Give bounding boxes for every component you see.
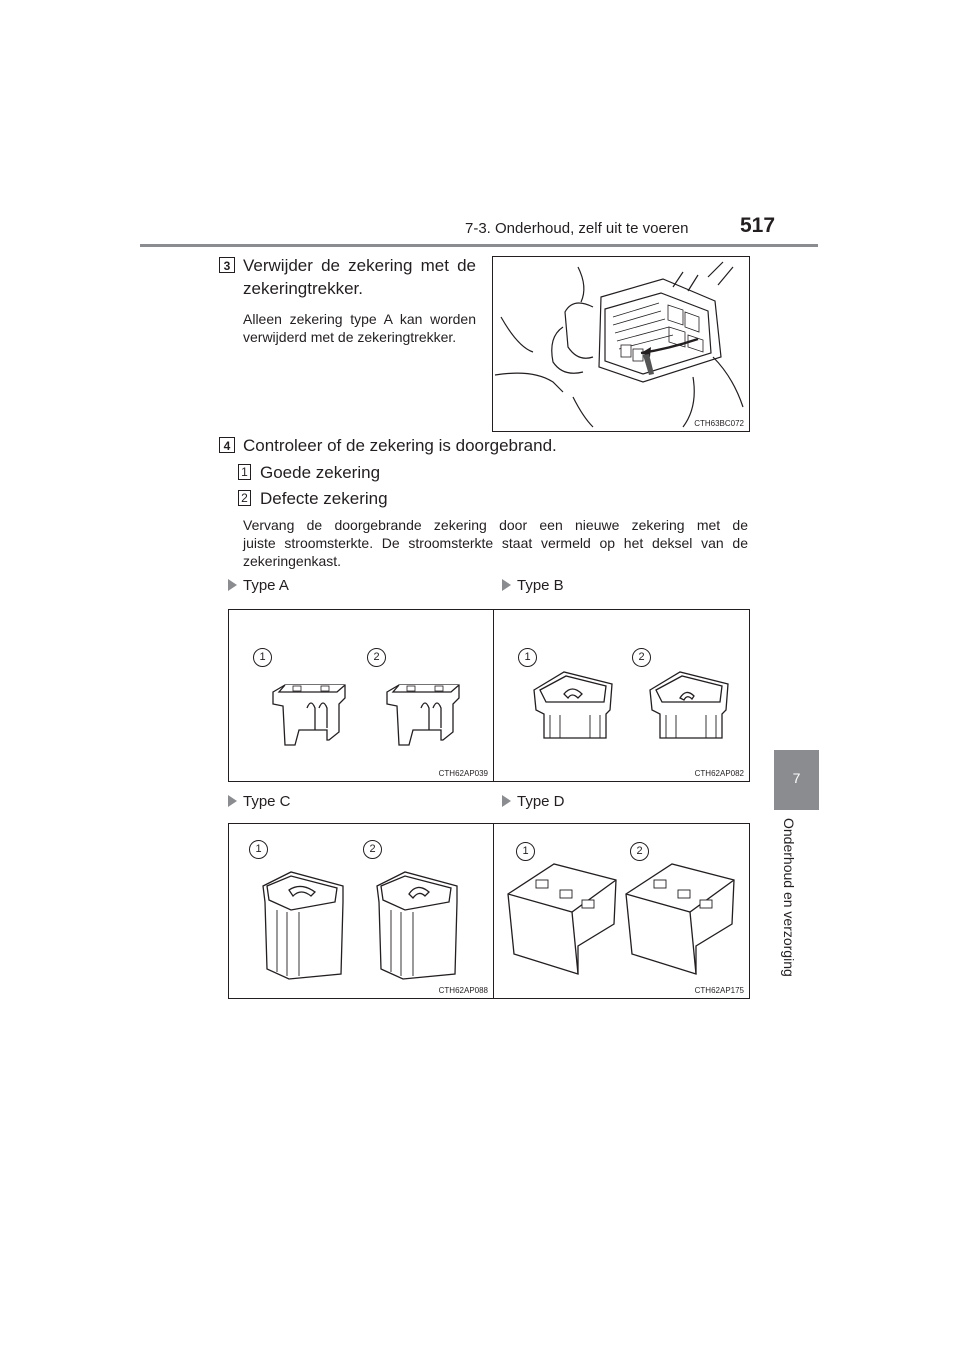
triangle-bullet-icon [502,795,511,807]
step-title-cont: zekeringtrekker. [243,279,363,298]
cartridge-fuse-illustration [229,824,493,998]
triangle-bullet-icon [502,579,511,591]
step-note-cont: zekeringenkast. [243,553,342,569]
step-badge: 4 [219,437,235,453]
section-title: 7-3. Onderhoud, zelf uit te voeren [465,220,689,237]
triangle-bullet-icon [228,795,237,807]
item-label: Goede zekering [260,463,381,482]
figure-code: CTH63BC072 [694,419,744,428]
callout: 2 [632,648,651,667]
type-label: Type C [228,793,291,810]
chapter-title: Onderhoud en verzorging [781,818,797,977]
header-rule [140,244,818,247]
chapter-number: 7 [792,770,801,786]
box-fuse-illustration [494,824,749,998]
fuse-type-d-figure [493,823,750,999]
blade-fuse-illustration [229,610,493,781]
figure-code: CTH62AP039 [438,769,488,778]
cartridge-fuse-illustration [494,610,749,781]
fuse-type-b-figure [493,609,750,782]
item-number: 1 [238,464,251,480]
callout: 2 [630,842,649,861]
figure-code: CTH62AP175 [694,986,744,995]
item-number: 2 [238,490,251,506]
callout: 1 [249,840,268,859]
triangle-bullet-icon [228,579,237,591]
step-note-cont: verwijderd met de zekeringtrekker. [243,329,457,345]
page-number: 517 [740,214,776,237]
step-title: Controleer of de zekering is doorgebrand. [243,436,557,455]
step-note-cont: juiste stroomsterkte. De stroomsterkte staat vermeld op het deksel van de [243,535,748,551]
callout: 2 [367,648,386,667]
step-badge: 3 [219,257,235,273]
item-label: Defecte zekering [260,489,388,508]
fuse-type-c-figure [228,823,494,999]
figure-code: CTH62AP088 [438,986,488,995]
step-note: Vervang de doorgebrande zekering door een nieuwe zekering met de [243,517,748,533]
step-note: Alleen zekering type A kan worden [243,311,476,327]
callout: 2 [363,840,382,859]
fuse-puller-figure [492,256,750,432]
figure-code: CTH62AP082 [694,769,744,778]
type-label: Type B [502,577,564,594]
fuse-type-a-figure [228,609,494,782]
step-title: Verwijder de zekering met de [243,256,476,275]
type-label: Type D [502,793,565,810]
callout: 1 [253,648,272,667]
callout: 1 [518,648,537,667]
fuse-box-illustration [493,257,749,431]
callout: 1 [516,842,535,861]
type-label: Type A [228,577,289,594]
